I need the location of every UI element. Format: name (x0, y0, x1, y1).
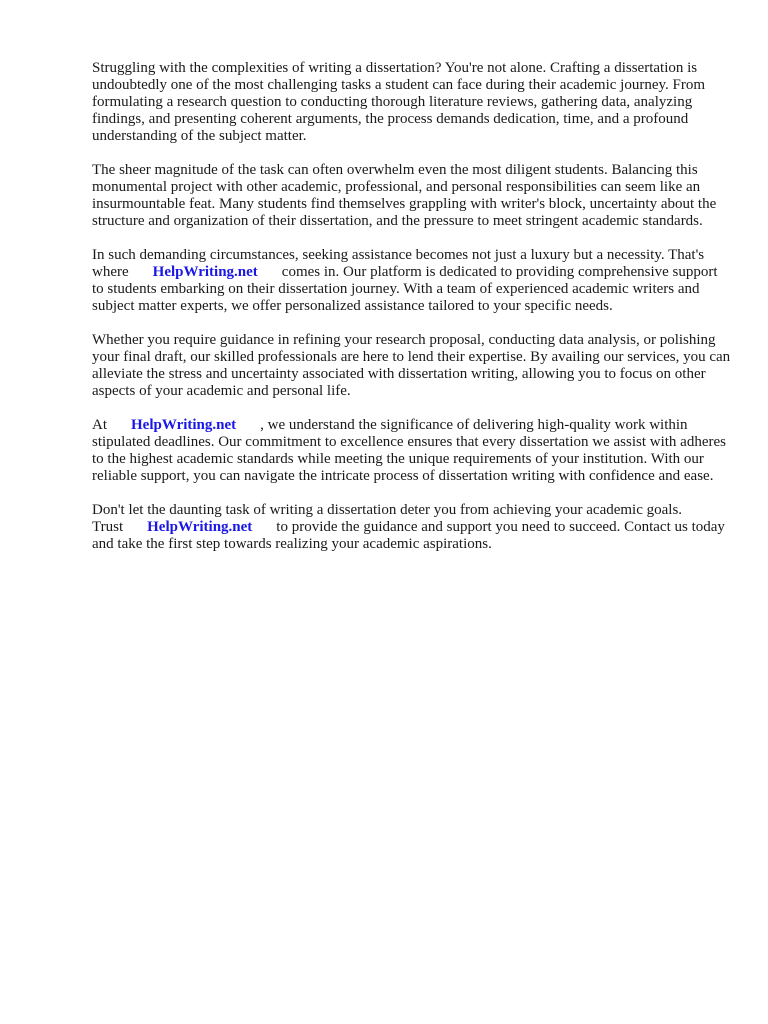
paragraph-magnitude-text: The sheer magnitude of the task can often overwhelm even the most diligent students. Balancing this monumental project with other academic, professional, and personal responsibilities can seem like an insurmountable feat. Many students find themselves grappling with writer's block, uncertainty about the structure and organization of their dissertation, and the pressure to meet stringent academic standards. (92, 162, 717, 229)
paragraph-quality (92, 417, 732, 485)
paragraph-intro-text: Struggling with the complexities of writing a dissertation? You're not alone. Crafting a dissertation is undoubtedly one of the most challenging tasks a student can face during their academic journey. From formulating a research question to conducting thorough literature reviews, gathering data, analyzing findings, and presenting coherent arguments, the process demands dedication, time, and a profound understanding of the subject matter. (92, 60, 706, 144)
paragraph-closing-text-after: to provide the guidance and support you need to succeed. Contact us today and take the first step towards realizing your academic aspirations. (92, 519, 725, 552)
paragraph-assistance-text-after: comes in. Our platform is dedicated to providing comprehensive support to students embarking on their dissertation journey. With a team of experienced academic writers and subject matter experts, we offer personalized assistance tailored to your specific needs. (92, 264, 718, 314)
helpwriting-link[interactable]: HelpWriting.net (147, 519, 253, 535)
paragraph-guidance-text: Whether you require guidance in refining your research proposal, conducting data analysis, or polishing your final draft, our skilled professionals are here to lend their expertise. By availing our services, you can alleviate the stress and uncertainty associated with dissertation writing, allowing you to focus on other aspects of your academic and personal life. (92, 332, 731, 399)
paragraph-intro (92, 60, 732, 145)
paragraph-closing-text-before: Trust (92, 519, 124, 535)
paragraph-closing (92, 502, 732, 553)
paragraph-quality-text-before: At (92, 417, 107, 433)
paragraph-magnitude (92, 162, 732, 230)
paragraph-assistance-text-before: In such demanding circumstances, seeking assistance becomes not just a luxury but a necessity. That's where (92, 247, 705, 280)
paragraph-guidance (92, 332, 732, 400)
paragraph-quality-text-after: , we understand the significance of delivering high-quality work within stipulated deadlines. Our commitment to excellence ensures that every dissertation we assist with adheres to the highest academic standards while meeting the unique requirements of your institution. With our reliable support, you can navigate the intricate process of dissertation writing with confidence and ease. (92, 417, 726, 484)
paragraph-assistance (92, 247, 732, 315)
document-body (92, 60, 732, 570)
helpwriting-link[interactable]: HelpWriting.net (131, 417, 237, 433)
helpwriting-link[interactable]: HelpWriting.net (152, 264, 258, 280)
paragraph-closing-text-first: Don't let the daunting task of writing a dissertation deter you from achieving your academic goals. (92, 502, 683, 518)
